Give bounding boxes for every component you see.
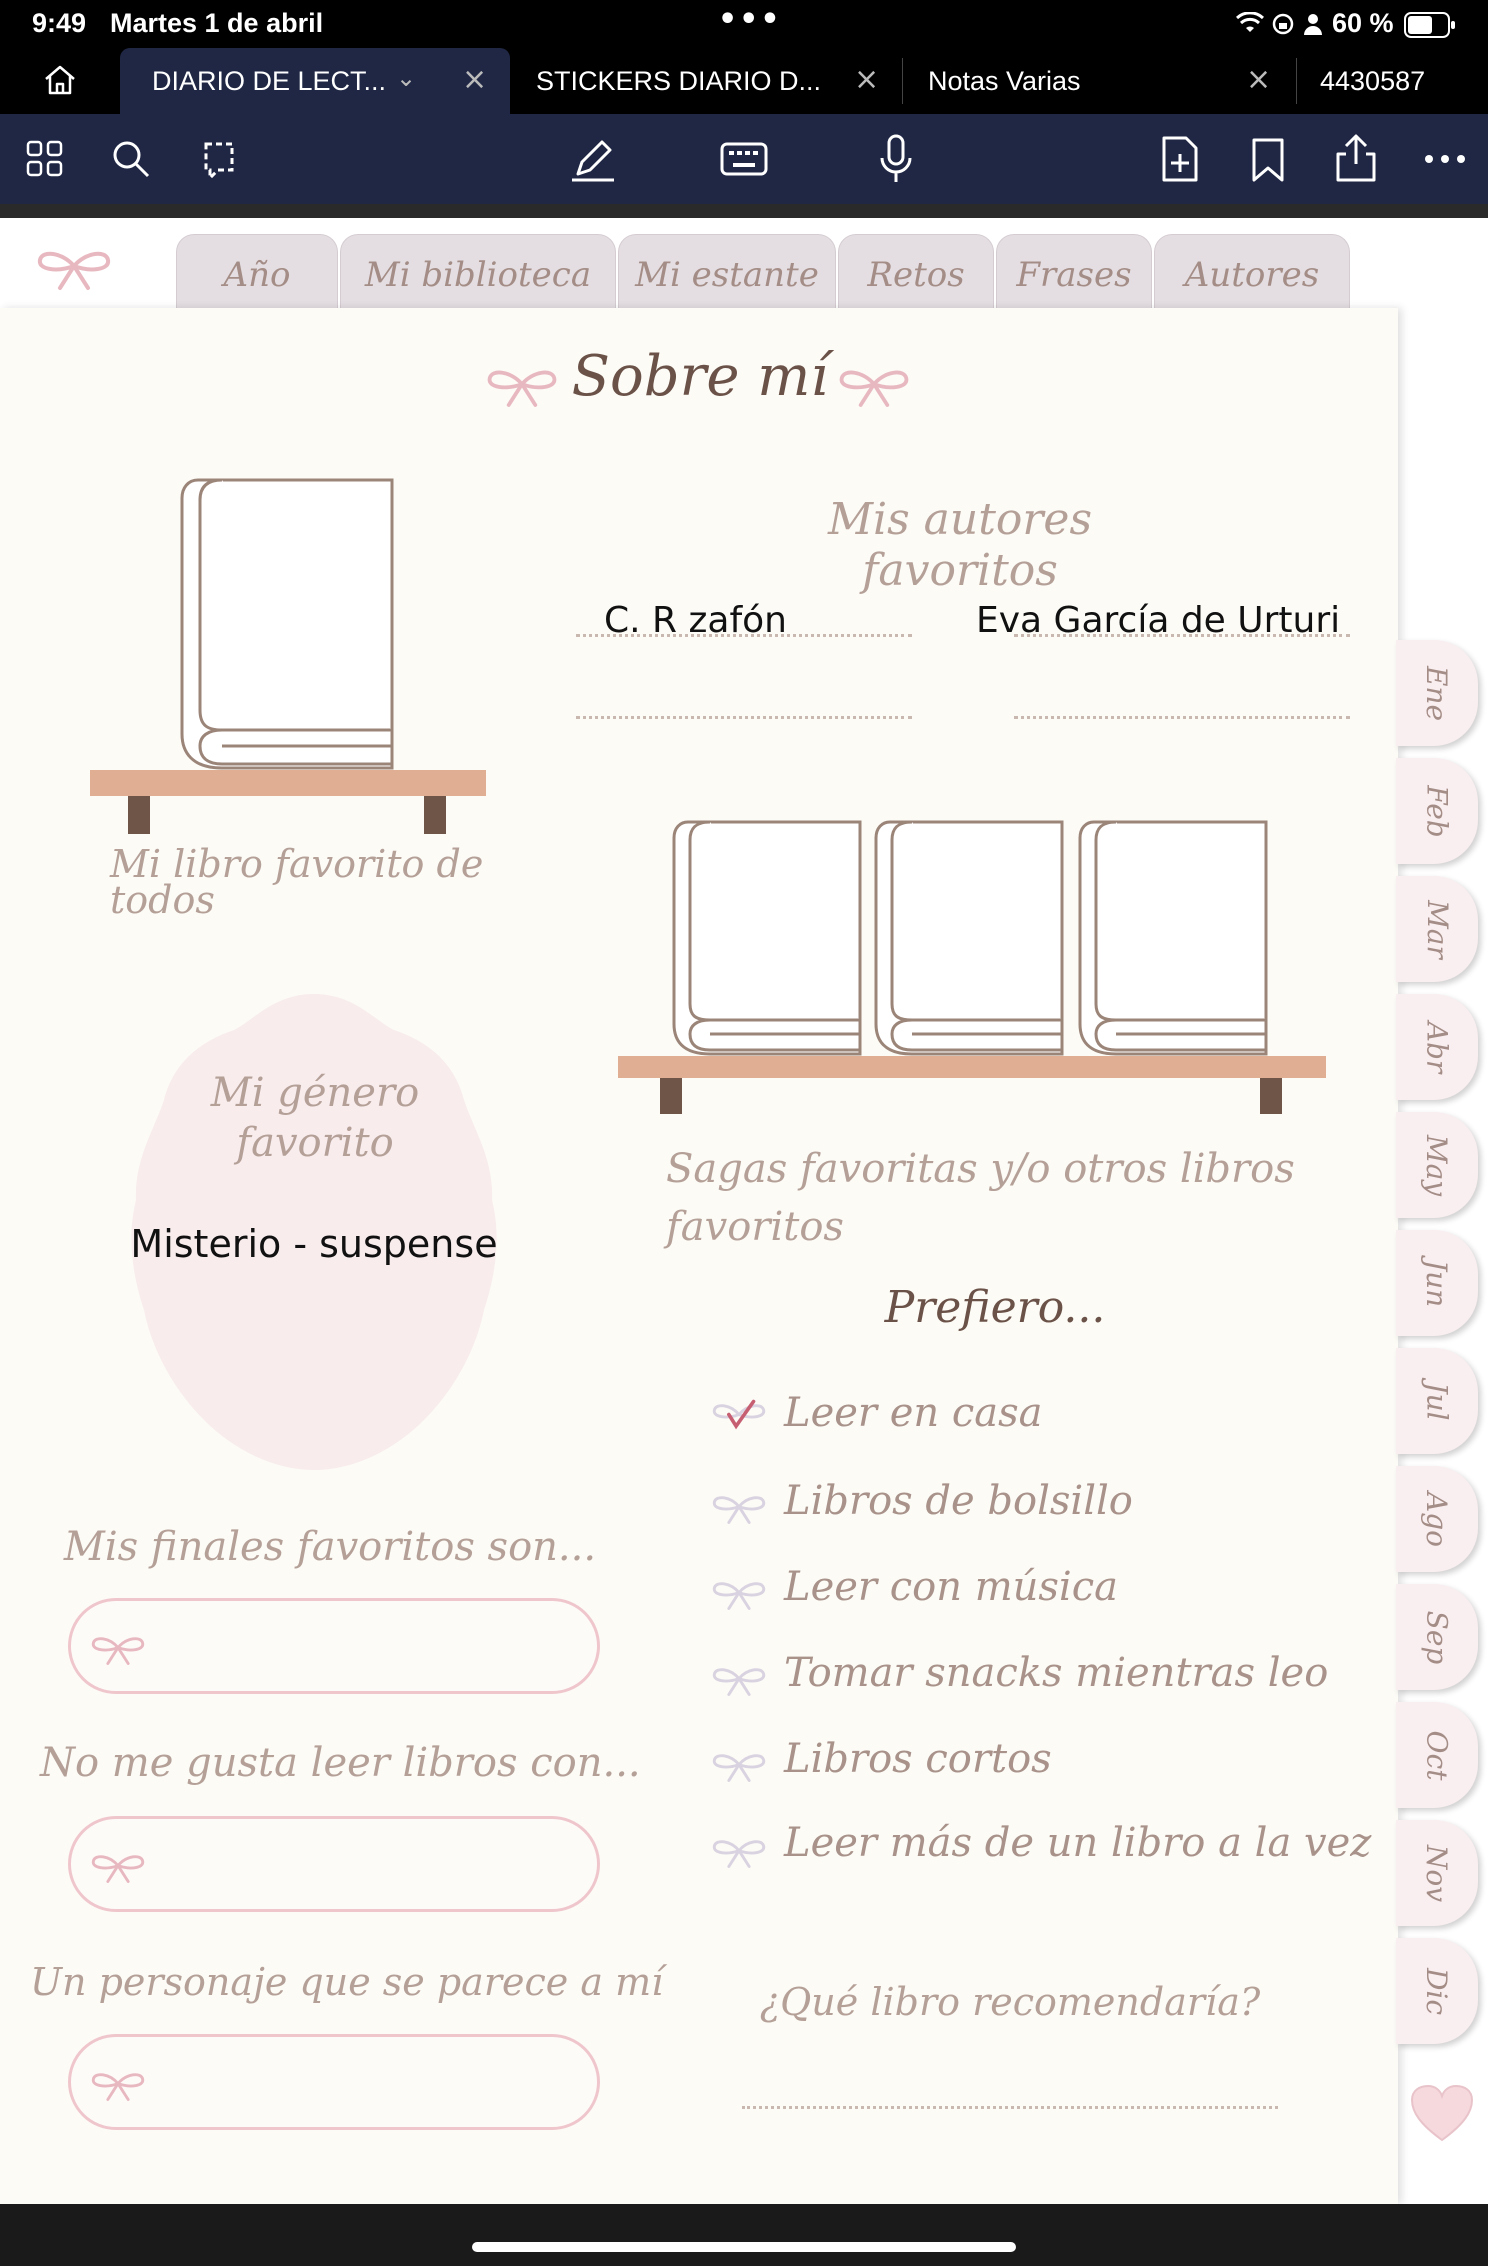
favorite-author-4[interactable] — [1014, 682, 1350, 716]
month-label: Nov — [1420, 1844, 1454, 1902]
doc-tab-label: STICKERS DIARIO D... — [536, 66, 822, 96]
doc-tab-label: DIARIO DE LECT... — [152, 66, 387, 96]
tab-label: Autores — [1184, 255, 1320, 295]
share-icon[interactable] — [1334, 132, 1378, 184]
month-tab-sep[interactable] — [1396, 1584, 1478, 1690]
month-label: Abr — [1420, 1021, 1454, 1073]
favorite-authors-title: Mis autores favoritos — [827, 494, 1093, 596]
bow-checkbox-icon[interactable] — [710, 1834, 768, 1870]
prefer-item-label: Libros de bolsillo — [784, 1478, 1133, 1524]
checked-bow-icon[interactable] — [710, 1398, 768, 1434]
month-label: Ago — [1420, 1491, 1454, 1547]
tab-ano[interactable] — [176, 234, 338, 310]
home-icon[interactable] — [42, 62, 78, 98]
month-label: Feb — [1420, 784, 1454, 838]
tab-label: Mi estante — [635, 255, 819, 295]
bow-checkbox-icon[interactable] — [710, 1576, 768, 1612]
month-label: Mar — [1420, 899, 1454, 959]
month-label: Dic — [1420, 1967, 1454, 2015]
close-tab-icon[interactable]: × — [854, 62, 880, 97]
toolbar — [0, 114, 1488, 204]
doc-tab-4430587[interactable] — [1298, 48, 1488, 114]
month-tab-oct[interactable] — [1396, 1702, 1478, 1808]
close-tab-icon[interactable]: × — [1246, 62, 1272, 97]
tab-autores[interactable] — [1154, 234, 1350, 310]
month-tab-jun[interactable] — [1396, 1230, 1478, 1336]
endings-label: Mis finales favoritos son... — [63, 1524, 597, 1570]
dislike-label: No me gusta leer libros con... — [40, 1740, 641, 1786]
month-tab-feb[interactable] — [1396, 758, 1478, 864]
chevron-down-icon[interactable]: ⌄ — [396, 64, 417, 92]
page-title: Sobre mí — [571, 344, 829, 409]
endings-input[interactable] — [68, 1598, 600, 1694]
add-page-icon[interactable] — [1160, 134, 1200, 184]
month-tab-ene[interactable] — [1396, 640, 1478, 746]
month-tab-abr[interactable] — [1396, 994, 1478, 1100]
character-label: Un personaje que se parece a mí — [30, 1960, 664, 2004]
prefer-item-label: Leer en casa — [784, 1390, 1043, 1436]
month-label: Oct — [1420, 1730, 1454, 1780]
recommend-label: ¿Qué libro recomendaría? — [759, 1980, 1261, 2024]
month-tab-dic[interactable] — [1396, 1938, 1478, 2044]
bow-icon — [89, 1631, 147, 1667]
month-tab-mar[interactable] — [1396, 876, 1478, 982]
bow-checkbox-icon[interactable] — [710, 1662, 768, 1698]
doc-tab-notas[interactable] — [904, 48, 1294, 114]
doc-tab-label: Notas Varias — [928, 66, 1081, 96]
favorite-author-1[interactable]: C. R zafón — [604, 600, 787, 641]
bow-icon — [89, 1849, 147, 1885]
wifi-icon — [1236, 12, 1264, 34]
tab-frases[interactable] — [996, 234, 1152, 310]
favorite-author-3[interactable] — [576, 682, 912, 716]
month-label: Ene — [1420, 665, 1454, 721]
dislike-input[interactable] — [68, 1816, 600, 1912]
bow-icon — [484, 362, 560, 410]
prefer-title: Prefiero... — [884, 1282, 1106, 1333]
document-tab-bar — [0, 48, 1488, 114]
keyboard-icon[interactable] — [720, 142, 768, 176]
recommend-input-line[interactable] — [742, 2106, 1278, 2109]
favorite-book-shelf-illustration — [88, 474, 488, 840]
bow-icon — [89, 2067, 147, 2103]
month-label: Jun — [1420, 1259, 1454, 1307]
prefer-item-label: Leer con música — [784, 1564, 1118, 1610]
status-date: Martes 1 de abril — [110, 8, 324, 38]
person-icon — [1302, 12, 1324, 36]
month-label: Jul — [1420, 1381, 1454, 1421]
favorite-book-label: Mi libro favorito de todos — [110, 842, 484, 922]
month-tab-jul[interactable] — [1396, 1348, 1478, 1454]
tab-retos[interactable] — [838, 234, 994, 310]
tab-label: Año — [223, 255, 291, 295]
bow-icon — [34, 244, 114, 292]
doc-tab-diario[interactable] — [120, 48, 510, 114]
heart-icon[interactable] — [1410, 2084, 1474, 2142]
month-tab-nov[interactable] — [1396, 1820, 1478, 1926]
status-time: 9:49 — [32, 8, 87, 38]
home-indicator-bar — [0, 2204, 1488, 2266]
lasso-icon[interactable] — [196, 136, 242, 182]
month-tab-may[interactable] — [1396, 1112, 1478, 1218]
month-tab-ago[interactable] — [1396, 1466, 1478, 1572]
grid-icon[interactable] — [26, 140, 64, 178]
pen-icon[interactable] — [568, 134, 618, 184]
doc-tab-label: 4430587 — [1320, 66, 1426, 96]
genre-title: Mi género favorito — [210, 1070, 420, 1166]
favorite-author-2[interactable]: Eva García de Urturi — [976, 600, 1341, 641]
sagas-shelf-illustration — [616, 818, 1328, 1120]
bow-checkbox-icon[interactable] — [710, 1748, 768, 1784]
status-bar — [0, 0, 1488, 48]
tab-label: Frases — [1016, 255, 1132, 295]
character-input[interactable] — [68, 2034, 600, 2130]
battery-icon — [1404, 12, 1456, 38]
prefer-item-label: Leer más de un libro a la vez — [784, 1820, 1372, 1866]
search-icon[interactable] — [110, 138, 152, 180]
lock-rotation-icon — [1272, 12, 1294, 36]
prefer-item-label: Tomar snacks mientras leo — [784, 1650, 1329, 1696]
month-label: Sep — [1420, 1610, 1454, 1664]
tab-mi-biblioteca[interactable] — [340, 234, 616, 310]
microphone-icon[interactable] — [878, 134, 914, 186]
doc-tab-stickers[interactable] — [512, 48, 902, 114]
favorite-genre-value[interactable]: Misterio - suspense — [130, 1222, 498, 1266]
bookmark-icon[interactable] — [1250, 136, 1286, 184]
prefer-item-label: Libros cortos — [784, 1736, 1052, 1782]
more-icon[interactable] — [1424, 154, 1466, 164]
tab-mi-estante[interactable] — [618, 234, 836, 310]
bow-icon — [836, 362, 912, 410]
tab-label: Retos — [867, 255, 965, 295]
close-tab-icon[interactable]: × — [462, 62, 488, 97]
tab-label: Mi biblioteca — [364, 255, 592, 295]
sagas-label: Sagas favoritas y/o otros libros favoritos — [666, 1146, 1295, 1250]
bow-checkbox-icon[interactable] — [710, 1490, 768, 1526]
home-indicator[interactable] — [472, 2242, 1016, 2252]
battery-percent: 60 % — [1332, 8, 1394, 38]
month-label: May — [1420, 1134, 1454, 1196]
multitasking-dots-icon[interactable]: ••• — [718, 2, 782, 37]
